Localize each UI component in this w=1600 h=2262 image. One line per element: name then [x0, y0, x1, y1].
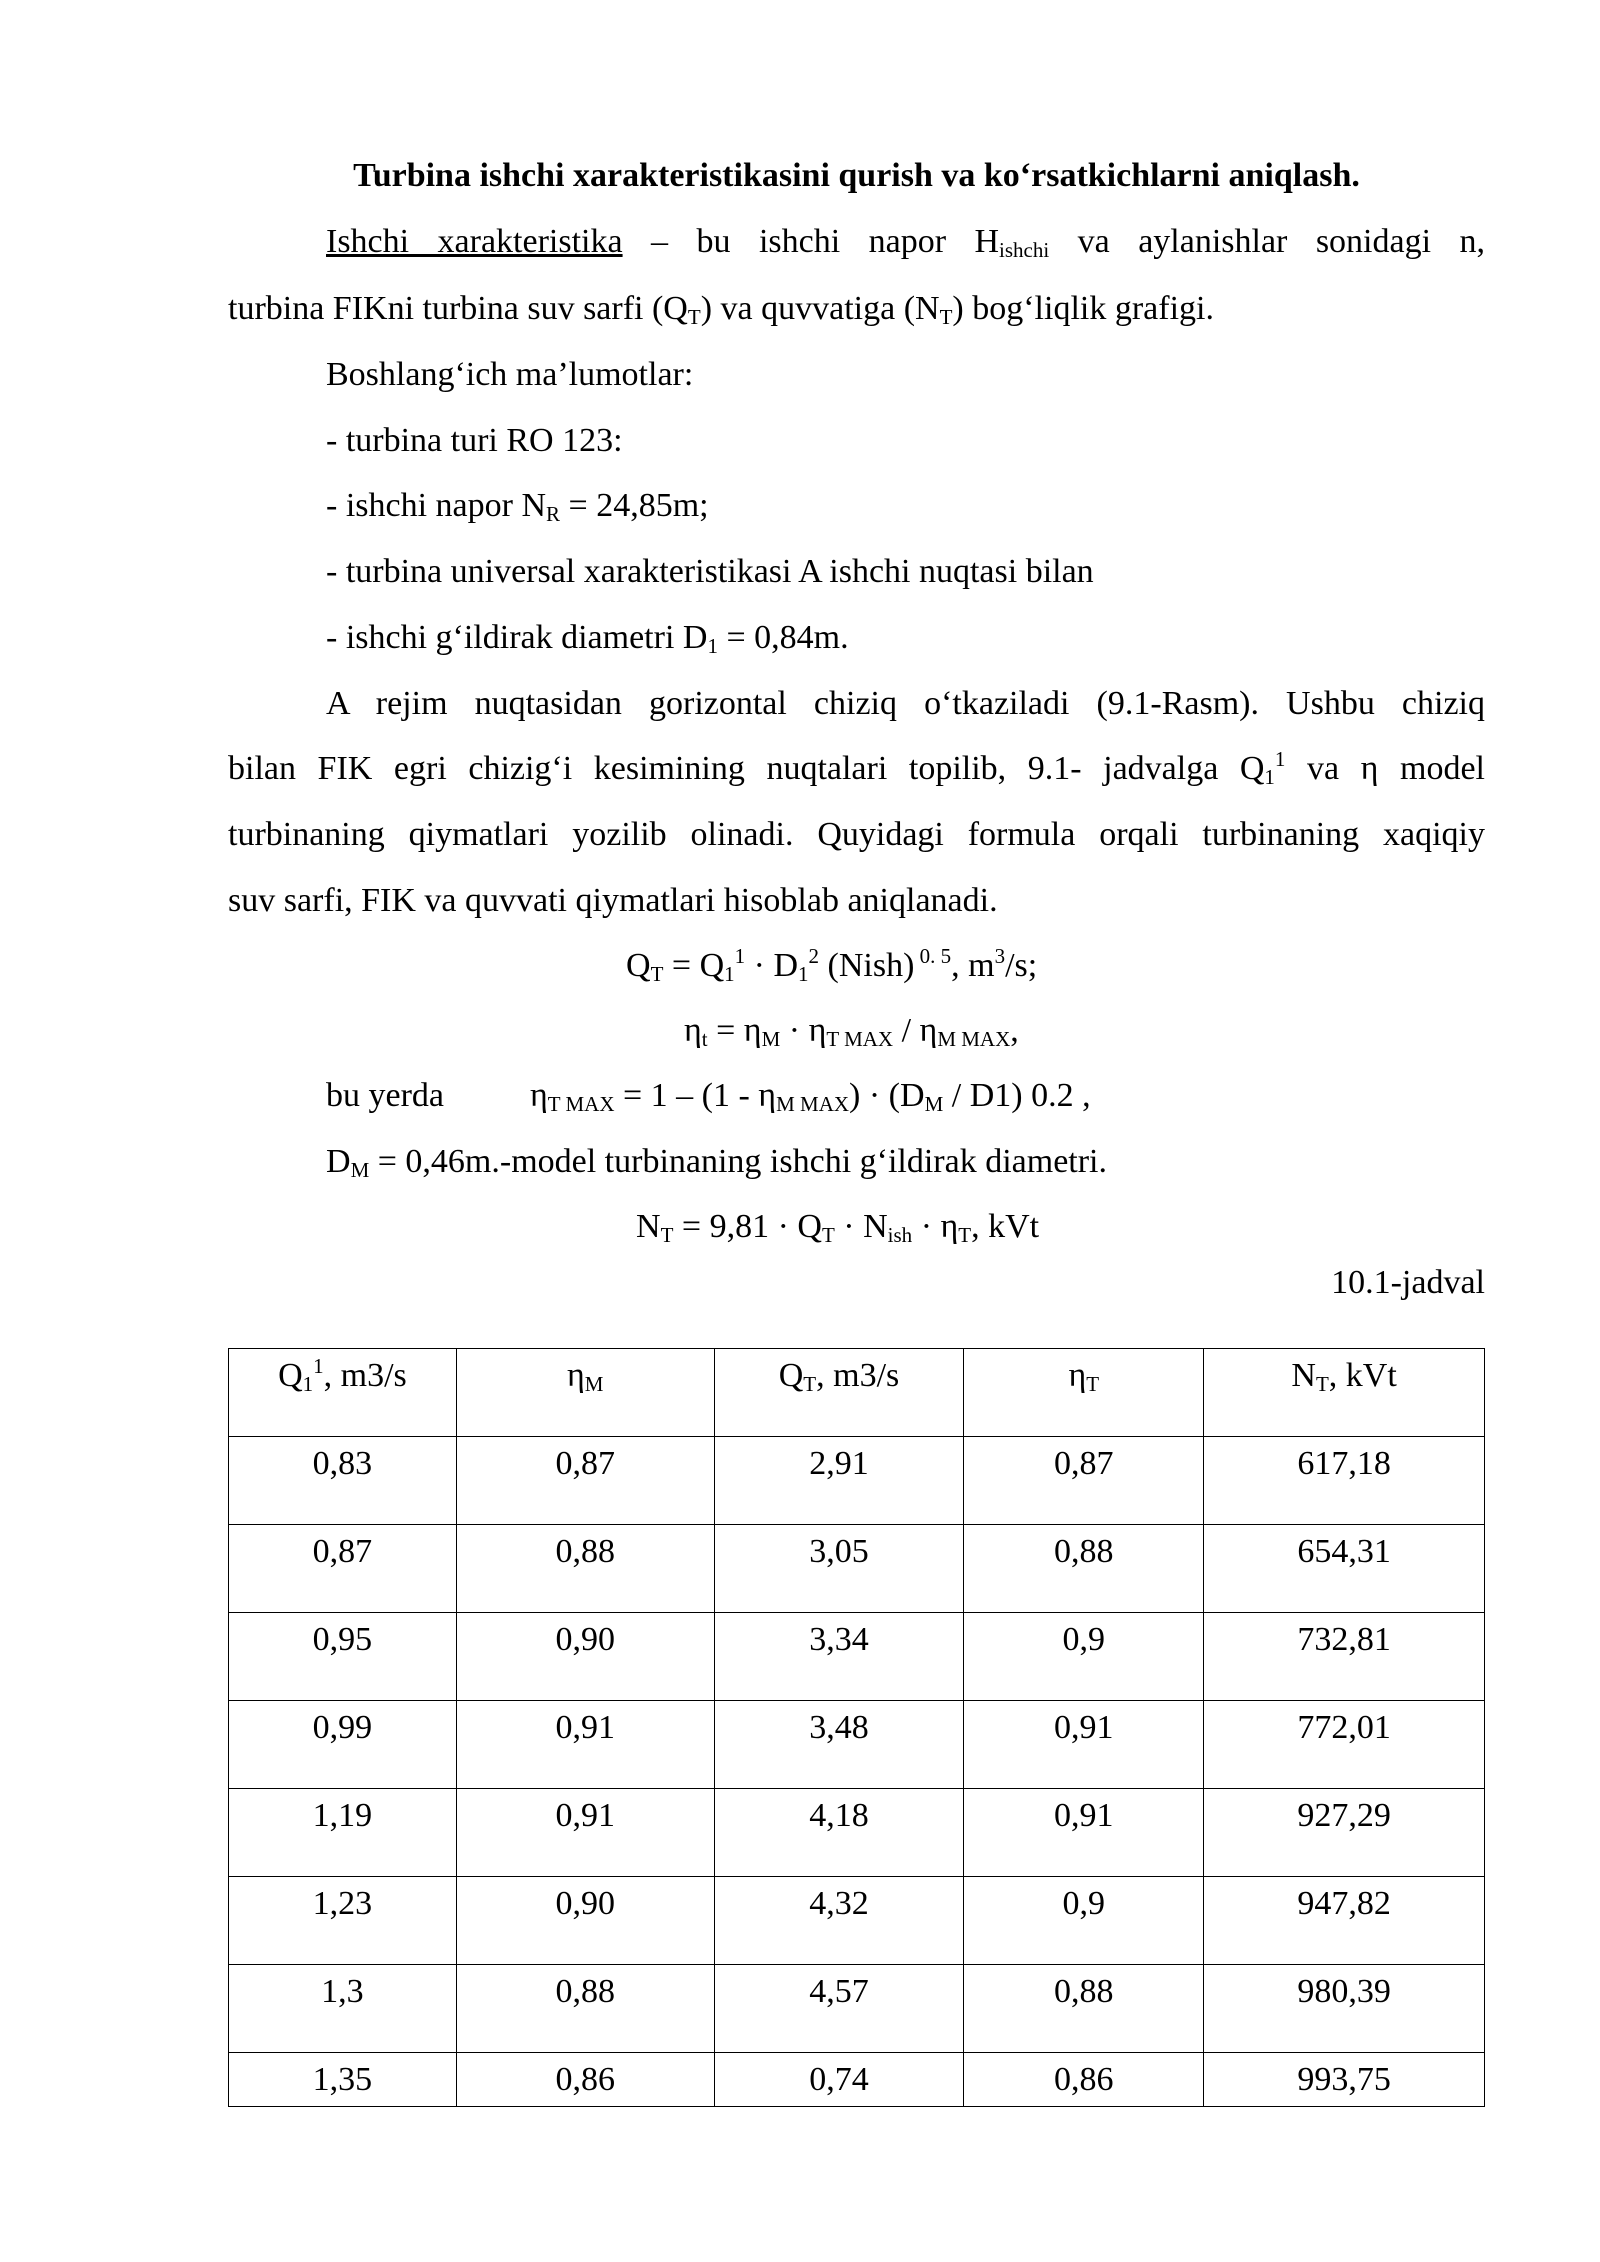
- table-cell: 0,86: [964, 2053, 1204, 2107]
- table-cell: 993,75: [1204, 2053, 1485, 2107]
- table-cell: 0,88: [456, 1525, 714, 1613]
- item-universal-characteristic: - turbina universal xarakteristikasi A ishchi nuqtasi bilan: [326, 553, 1094, 590]
- table-cell: 4,32: [714, 1877, 964, 1965]
- table-cell: 4,18: [714, 1789, 964, 1877]
- paragraph-line-2: bilan FIK egri chizig‘i kesimining nuqtalari topilib, 9.1- jadvalga $Q_1^1$ va η model: [228, 747, 1485, 789]
- table-row: [229, 1613, 1485, 1701]
- table-cell: 0,91: [456, 1701, 714, 1789]
- table-cell: 4,57: [714, 1965, 964, 2053]
- table-cell: 3,05: [714, 1525, 964, 1613]
- table-row: [229, 1965, 1485, 2053]
- definition-line-1: Ishchi xarakteristika – bu ishchi napor $H_{ishchi}$ va aylanishlar sonidagi n,: [326, 223, 1485, 262]
- table-row: [229, 1701, 1485, 1789]
- table-cell: 0,99: [229, 1701, 457, 1789]
- item-turbine-type: - turbina turi RO 123:: [326, 422, 623, 459]
- table-cell: 0,91: [964, 1789, 1204, 1877]
- table-cell: 1,19: [229, 1789, 457, 1877]
- table-header-row: [229, 1349, 1485, 1437]
- definition-line-2: turbina FIKni turbina suv sarfi $(Q_T)$ va quvvatiga $(N_T)$ bog‘liqlik grafigi.: [228, 290, 1214, 329]
- header-q1: $Q_1^1$, m3/s: [229, 1349, 457, 1437]
- table-cell: 0,87: [456, 1437, 714, 1525]
- table-cell: 947,82: [1204, 1877, 1485, 1965]
- table-cell: 1,23: [229, 1877, 457, 1965]
- table-cell: 0,90: [456, 1613, 714, 1701]
- table-row: [229, 2053, 1485, 2107]
- table-cell: 927,29: [1204, 1789, 1485, 1877]
- item-working-head: - ishchi napor $N_R = 24,85m$;: [326, 487, 709, 526]
- table-cell: 0,9: [964, 1613, 1204, 1701]
- table-row: [229, 1525, 1485, 1613]
- table-cell: 980,39: [1204, 1965, 1485, 2053]
- table-cell: 0,88: [964, 1525, 1204, 1613]
- table-cell: 3,34: [714, 1613, 964, 1701]
- table-cell: 2,91: [714, 1437, 964, 1525]
- formula-eta-max: $\eta_{T MAX} = 1 - (1 - \eta_{M MAX}) \cdot (D_M / D1)$ 0.2 ,: [530, 1077, 1091, 1116]
- model-diameter-line: $D_M$ = 0,46m.-model turbinaning ishchi g‘ildirak diametri.: [326, 1143, 1108, 1182]
- table-cell: 0,86: [456, 2053, 714, 2107]
- table-cell: 0,88: [456, 1965, 714, 2053]
- table-cell: 0,83: [229, 1437, 457, 1525]
- table-cell: 0,9: [964, 1877, 1204, 1965]
- table-cell: 0,87: [229, 1525, 457, 1613]
- term-underlined: Ishchi xarakteristika: [326, 223, 623, 260]
- table-cell: 654,31: [1204, 1525, 1485, 1613]
- table-cell: 617,18: [1204, 1437, 1485, 1525]
- table-cell: 0,74: [714, 2053, 964, 2107]
- page-title: Turbina ishchi xarakteristikasini qurish va ko‘rsatkichlarni aniqlash.: [353, 157, 1360, 194]
- table-cell: 0,91: [456, 1789, 714, 1877]
- formula-power: $N_T = 9,81 \cdot Q_T \cdot N_{ish} \cdot \eta_T$, kVt: [636, 1208, 1040, 1247]
- table-cell: 3,48: [714, 1701, 964, 1789]
- paragraph-line-4: suv sarfi, FIK va quvvati qiymatlari hisoblab aniqlanadi.: [228, 882, 998, 919]
- header-qt: $Q_T$, m3/s: [714, 1349, 964, 1437]
- table-caption: 10.1-jadval: [1331, 1264, 1485, 1301]
- table-cell: 1,35: [229, 2053, 457, 2107]
- formula-discharge: $Q_T = Q_1^1 \cdot D_1^2$ (Nish) $^{0. 5}$, $m^3/s$;: [626, 944, 1038, 986]
- table-cell: 0,91: [964, 1701, 1204, 1789]
- header-eta-t: $\eta_T$: [964, 1349, 1204, 1437]
- table-cell: 772,01: [1204, 1701, 1485, 1789]
- table-cell: 732,81: [1204, 1613, 1485, 1701]
- paragraph-line-3: turbinaning qiymatlari yozilib olinadi. Quyidagi formula orqali turbinaning xaqiqiy: [228, 816, 1485, 853]
- table-cell: 0,87: [964, 1437, 1204, 1525]
- table-cell: 1,3: [229, 1965, 457, 2053]
- formula-eta-max-lead: bu yerda: [326, 1077, 445, 1114]
- header-eta-m: $\eta_M$: [456, 1349, 714, 1437]
- table-row: [229, 1789, 1485, 1877]
- initial-data-heading: Boshlang‘ich ma’lumotlar:: [326, 356, 694, 393]
- formula-efficiency: $\eta_t = \eta_M \cdot \eta_{T MAX} / \eta_{M MAX}$,: [684, 1012, 1019, 1051]
- table-row: [229, 1437, 1485, 1525]
- paragraph-line-1: A rejim nuqtasidan gorizontal chiziq o‘tkaziladi (9.1-Rasm). Ushbu chiziq: [326, 685, 1485, 722]
- table-cell: 0,90: [456, 1877, 714, 1965]
- results-table: [228, 1348, 1485, 2107]
- table-cell: 0,88: [964, 1965, 1204, 2053]
- header-nt: $N_T$, kVt: [1204, 1349, 1485, 1437]
- item-wheel-diameter: - ishchi g‘ildirak diametri $D_1 = 0,84m$.: [326, 619, 849, 658]
- table-row: [229, 1877, 1485, 1965]
- table-cell: 0,95: [229, 1613, 457, 1701]
